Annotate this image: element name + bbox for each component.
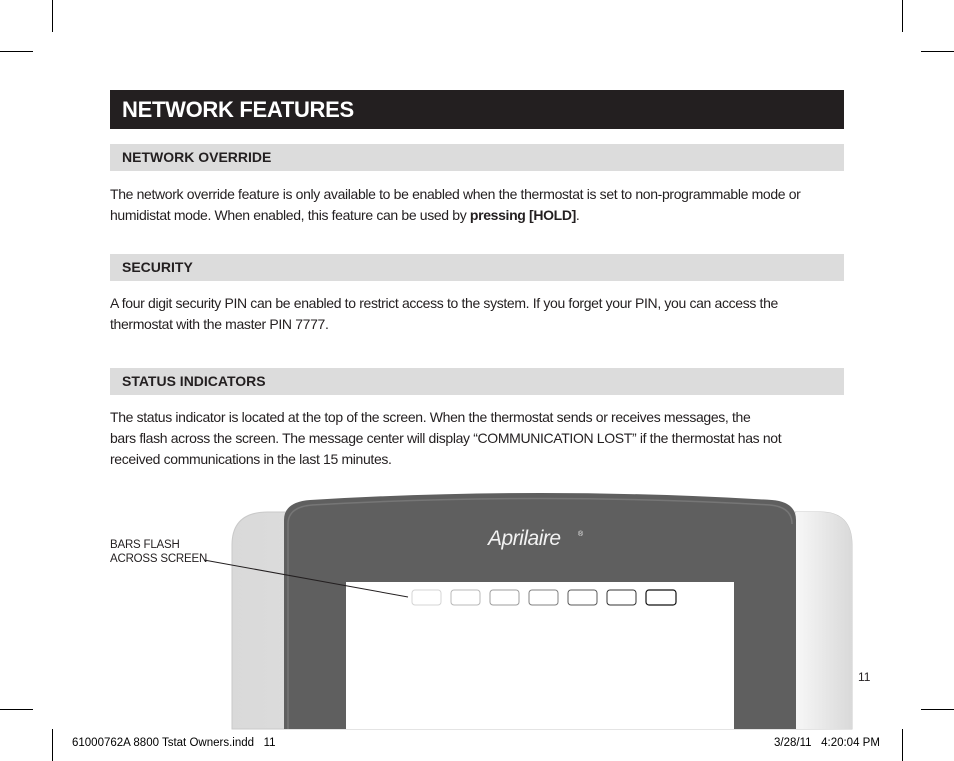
footer-file-slug: 61000762A 8800 Tstat Owners.indd 11 [72, 737, 276, 749]
page-title: NETWORK FEATURES [110, 90, 844, 129]
security-text: A four digit security PIN can be enabled to restrict access to the system. If you forget your PIN, you can access the thermostat with the master PIN 7777. [110, 295, 778, 332]
status-bar [490, 590, 519, 605]
section-heading-network-override: NETWORK OVERRIDE [110, 144, 844, 171]
page-number: 11 [858, 670, 871, 684]
status-bar [412, 590, 441, 605]
status-bar [529, 590, 558, 605]
hold-instruction: pressing [HOLD] [469, 207, 576, 223]
network-override-end: . [575, 207, 580, 223]
section-heading-security: SECURITY [110, 254, 844, 281]
status-bar [646, 590, 676, 605]
footer-timestamp: 3/28/11 4:20:04 PM [774, 737, 880, 749]
callout-line: ACROSS SCREEN [110, 553, 208, 565]
status-text-line: The status indicator is located at the top of the screen. When the thermostat sends or receives messages, the [110, 409, 751, 425]
status-indicator-bars [412, 590, 676, 605]
status-bar [607, 590, 636, 605]
status-bar [451, 590, 480, 605]
callout-line: BARS FLASH [110, 539, 180, 551]
brand-logo: Aprilaire [488, 527, 561, 550]
status-bar [568, 590, 597, 605]
status-text-line: received communications in the last 15 minutes. [110, 451, 392, 467]
brand-registered-mark: ® [578, 531, 584, 538]
network-override-body: The network override feature is only available to be enabled when the thermostat is set to non-programmable mode or humidistat mode. When enabled, this feature can be used by [110, 186, 801, 223]
bars-flash-callout [110, 538, 207, 566]
section-heading-status-indicators: STATUS INDICATORS [110, 368, 844, 395]
status-text-line: bars flash across the screen. The message center will display “COMMUNICATION LOST” if the thermostat has not [110, 430, 782, 446]
